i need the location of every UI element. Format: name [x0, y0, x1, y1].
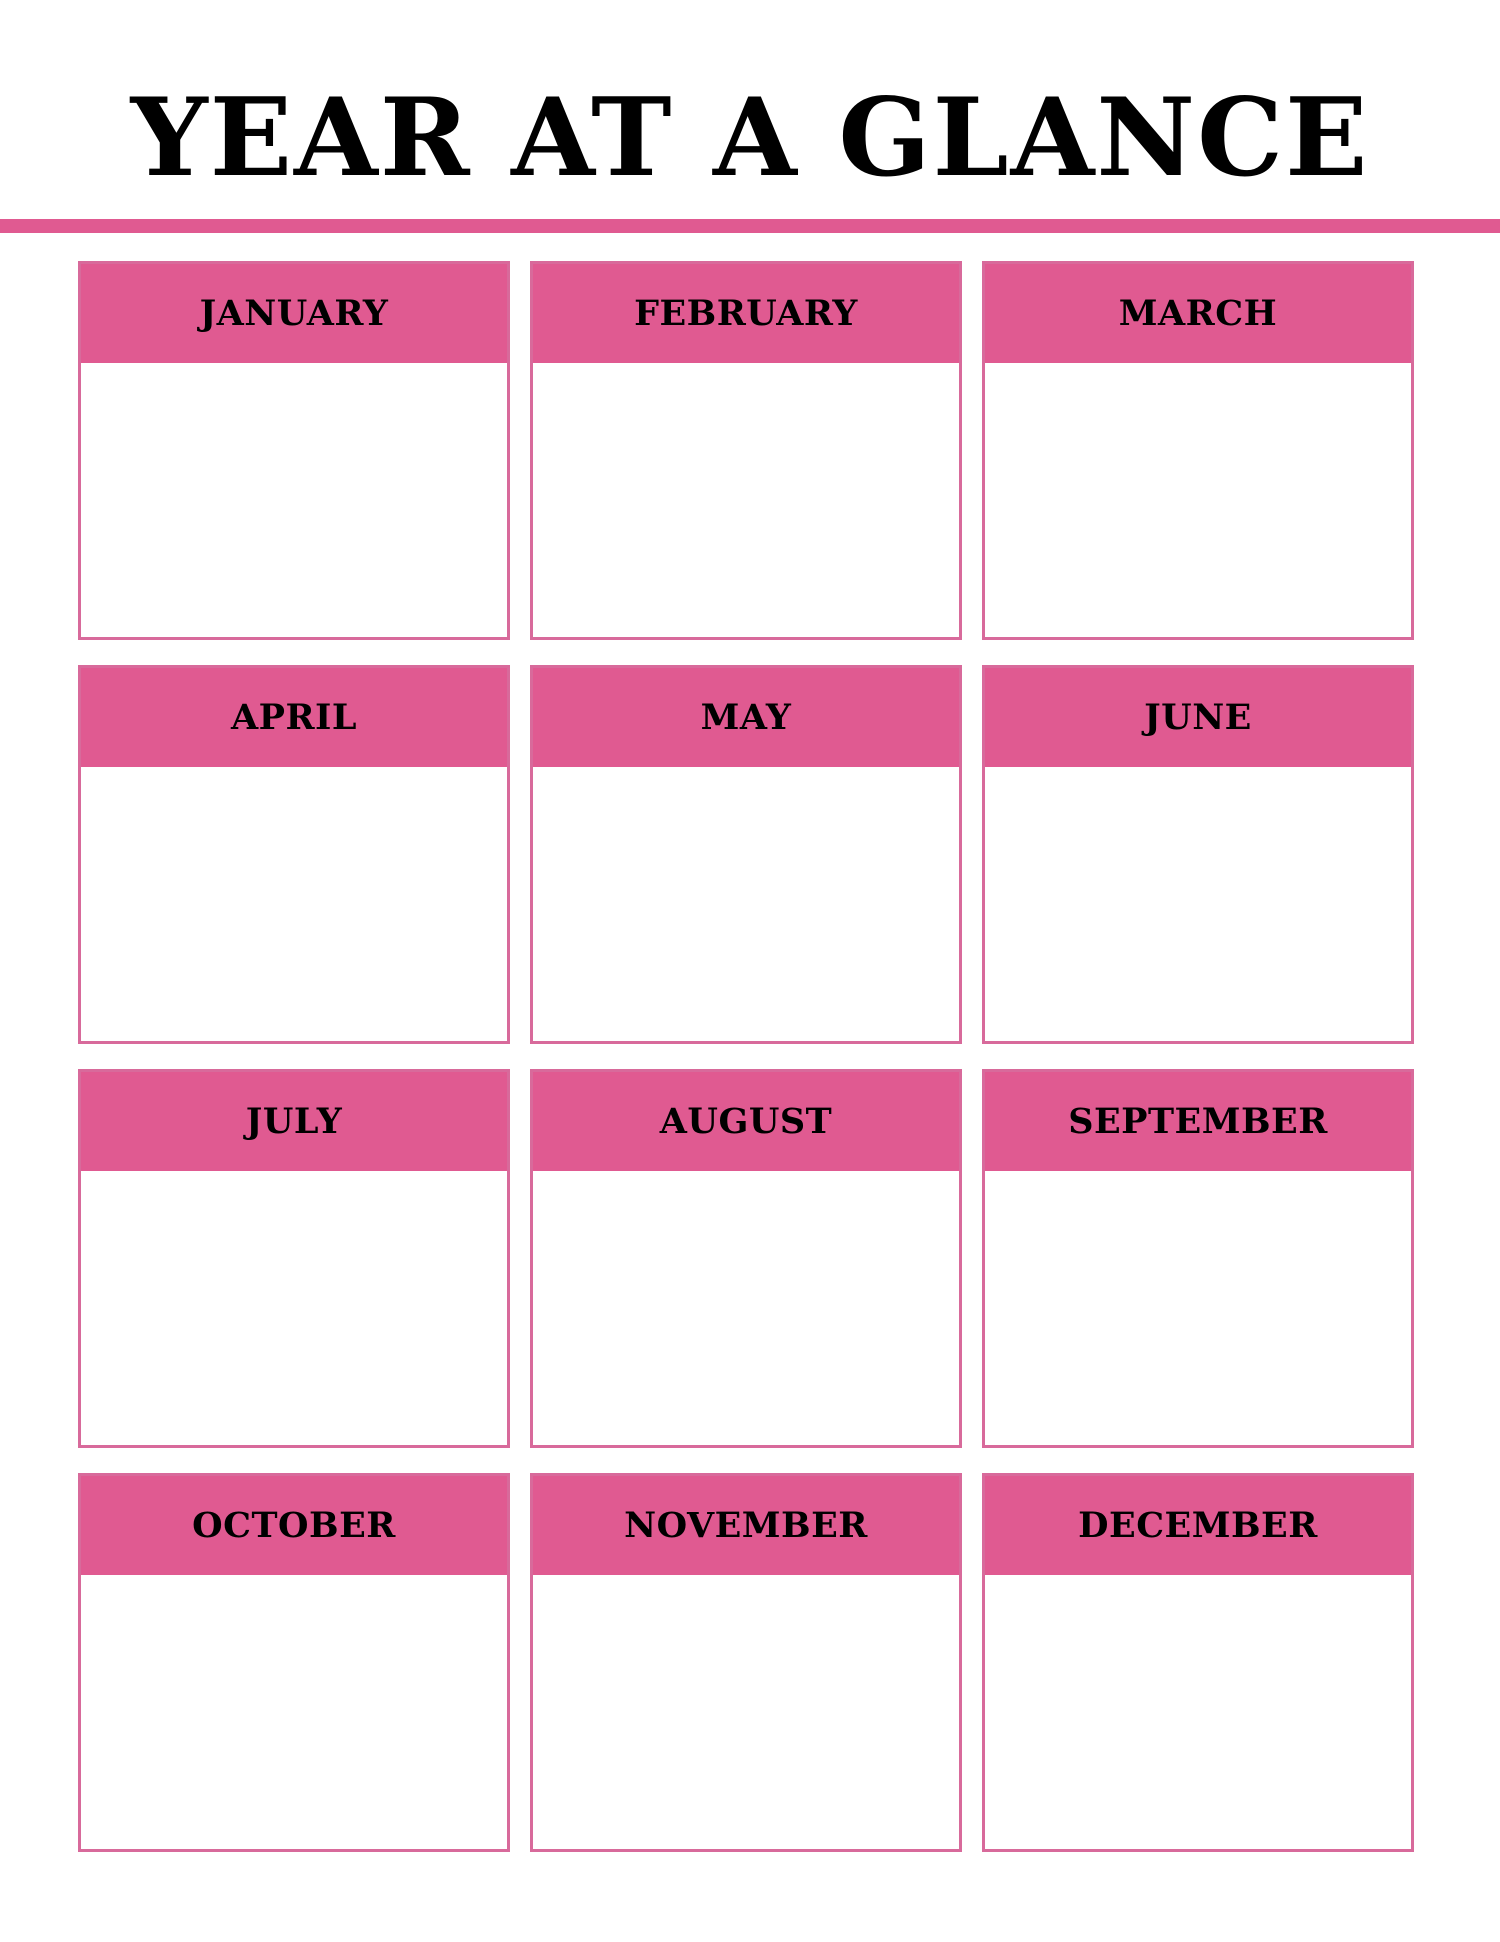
month-label: MARCH: [1118, 293, 1278, 334]
month-label: SEPTEMBER: [1068, 1101, 1328, 1142]
month-header: [985, 1476, 1411, 1575]
month-notes-area[interactable]: [81, 1575, 507, 1849]
month-label: JUNE: [1144, 697, 1252, 738]
month-label: JANUARY: [199, 293, 389, 334]
month-box-august: [530, 1069, 962, 1448]
month-notes-area[interactable]: [81, 1171, 507, 1445]
month-box-october: [78, 1473, 510, 1852]
month-notes-area[interactable]: [533, 1171, 959, 1445]
month-header: [985, 1072, 1411, 1171]
month-box-december: [982, 1473, 1414, 1852]
month-label: OCTOBER: [192, 1505, 396, 1546]
month-notes-area[interactable]: [533, 767, 959, 1041]
month-header: [533, 1476, 959, 1575]
month-header: [533, 264, 959, 363]
month-notes-area[interactable]: [81, 363, 507, 637]
month-notes-area[interactable]: [533, 1575, 959, 1849]
month-notes-area[interactable]: [985, 1171, 1411, 1445]
month-header: [533, 1072, 959, 1171]
title-divider: [0, 219, 1500, 233]
month-box-may: [530, 665, 962, 1044]
month-notes-area[interactable]: [985, 767, 1411, 1041]
month-header: [985, 668, 1411, 767]
month-header: [81, 668, 507, 767]
month-box-september: [982, 1069, 1414, 1448]
month-label: DECEMBER: [1078, 1505, 1318, 1546]
month-box-february: [530, 261, 962, 640]
month-header: [81, 1476, 507, 1575]
month-header: [985, 264, 1411, 363]
month-box-june: [982, 665, 1414, 1044]
month-label: MAY: [700, 697, 792, 738]
month-notes-area[interactable]: [533, 363, 959, 637]
month-box-march: [982, 261, 1414, 640]
month-notes-area[interactable]: [81, 767, 507, 1041]
month-header: [533, 668, 959, 767]
month-notes-area[interactable]: [985, 363, 1411, 637]
month-box-april: [78, 665, 510, 1044]
month-label: JULY: [245, 1101, 343, 1142]
month-label: AUGUST: [659, 1101, 833, 1142]
months-grid: [78, 261, 1414, 1852]
month-box-july: [78, 1069, 510, 1448]
month-label: FEBRUARY: [634, 293, 858, 334]
month-label: APRIL: [230, 697, 358, 738]
month-box-november: [530, 1473, 962, 1852]
month-header: [81, 264, 507, 363]
month-notes-area[interactable]: [985, 1575, 1411, 1849]
month-box-january: [78, 261, 510, 640]
page-title: YEAR AT A GLANCE: [130, 75, 1370, 201]
month-header: [81, 1072, 507, 1171]
month-label: NOVEMBER: [624, 1505, 868, 1546]
